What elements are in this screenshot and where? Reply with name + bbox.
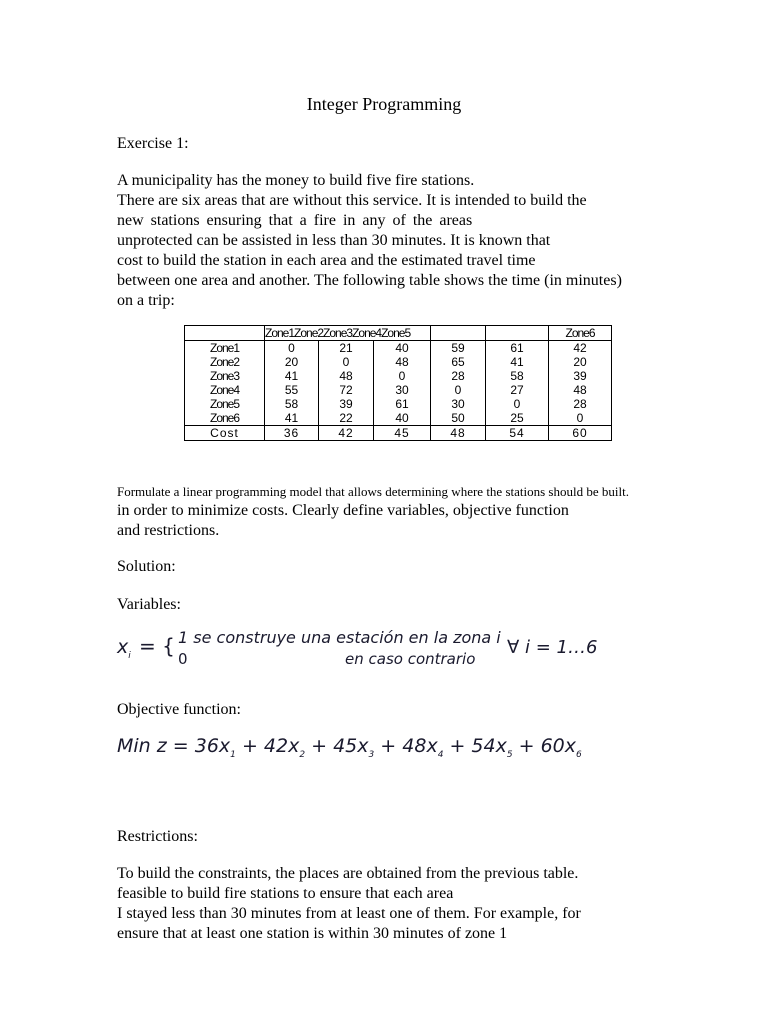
intro-line: between one area and another. The following table shows the time (in minutes) <box>117 272 622 289</box>
formulate-small-line: Formulate a linear programming model that allows determining where the stations should be built. <box>117 484 629 499</box>
table-cell: 40 <box>374 411 431 426</box>
table-cost-row <box>185 426 612 441</box>
table-cell: 65 <box>431 355 486 369</box>
table-cell: 40 <box>374 341 431 356</box>
table-header-empty <box>486 326 549 341</box>
objective-prefix: Min z = <box>117 735 195 757</box>
table-row <box>185 355 612 369</box>
table-cell: 59 <box>431 341 486 356</box>
formula-lhs: $x_i$ <box>117 636 131 661</box>
table-cell: 48 <box>374 355 431 369</box>
intro-line: new stations ensuring that a fire in any of the areas <box>117 212 473 229</box>
table-cell: 42 <box>549 341 612 356</box>
formulate-paragraph <box>117 501 569 541</box>
table-corner-cell <box>185 326 265 341</box>
row-label: Zone6 <box>185 411 265 426</box>
table-cell: 61 <box>486 341 549 356</box>
table-cell: 21 <box>319 341 374 356</box>
table-header-empty <box>431 326 486 341</box>
row-label: Cost <box>185 426 265 441</box>
intro-line: A municipality has the money to build five fire stations. <box>117 172 475 189</box>
formula-case-one: 1 se construye una estación en la zona i <box>178 628 501 647</box>
restriction-line: I stayed less than 30 minutes from at least one of them. For example, for <box>117 905 581 922</box>
restriction-line: ensure that at least one station is within 30 minutes of zone 1 <box>117 925 508 942</box>
table-cell: 39 <box>319 397 374 411</box>
objective-formula: Min $z = 36x_1 + 42x_2 + 45x_3 + 48x_4 + 54x_5 + 60x_6$ <box>117 735 582 760</box>
row-label: Zone3 <box>185 369 265 383</box>
table-cell: 0 <box>374 369 431 383</box>
table-header-zones: Zone1Zone2Zone3Zone4Zone5 <box>265 326 431 341</box>
table-cell: 58 <box>265 397 319 411</box>
table-cell: 45 <box>374 426 431 441</box>
table-cell: 36 <box>265 426 319 441</box>
table-cell: 25 <box>486 411 549 426</box>
table-cell: 20 <box>265 355 319 369</box>
formula-case-zero: 0 <box>178 650 188 668</box>
table-cell: 42 <box>319 426 374 441</box>
formula-equals-brace: = { <box>139 634 175 658</box>
objective-term: $36x_1$ <box>194 735 236 760</box>
row-label: Zone4 <box>185 383 265 397</box>
table-cell: 39 <box>549 369 612 383</box>
table-cell: 0 <box>265 341 319 356</box>
variables-formula <box>117 628 617 672</box>
restrictions-paragraph <box>117 864 581 944</box>
table-header-zone6: Zone6 <box>549 326 612 341</box>
table-row <box>185 397 612 411</box>
table-cell: 0 <box>319 355 374 369</box>
table-cell: 30 <box>431 397 486 411</box>
objective-term: $48x_4$ <box>402 735 444 760</box>
formulate-line: in order to minimize costs. Clearly define variables, objective function <box>117 502 569 519</box>
intro-line: unprotected can be assisted in less than 30 minutes. It is known that <box>117 232 551 249</box>
table-cell: 41 <box>265 369 319 383</box>
intro-paragraph <box>117 171 622 311</box>
table-cell: 0 <box>431 383 486 397</box>
table-cell: 27 <box>486 383 549 397</box>
table-cell: 48 <box>431 426 486 441</box>
table-cell: 54 <box>486 426 549 441</box>
restrictions-heading: Restrictions: <box>117 828 198 845</box>
table-cell: 22 <box>319 411 374 426</box>
row-label: Zone2 <box>185 355 265 369</box>
table-row <box>185 411 612 426</box>
table-cell: 60 <box>549 426 612 441</box>
table-row <box>185 383 612 397</box>
exercise-heading: Exercise 1: <box>117 135 189 152</box>
formulate-line: and restrictions. <box>117 522 220 539</box>
objective-term: $54x_5$ <box>471 735 513 760</box>
table-cell: 30 <box>374 383 431 397</box>
restriction-line: To build the constraints, the places are obtained from the previous table. <box>117 865 579 882</box>
restriction-line: feasible to build fire stations to ensure that each area <box>117 885 454 902</box>
table-cell: 41 <box>486 355 549 369</box>
table-cell: 58 <box>486 369 549 383</box>
table-cell: 28 <box>549 397 612 411</box>
variables-heading: Variables: <box>117 596 181 613</box>
row-label: Zone5 <box>185 397 265 411</box>
row-label: Zone1 <box>185 341 265 356</box>
table-cell: 20 <box>549 355 612 369</box>
table-cell: 61 <box>374 397 431 411</box>
table-cell: 0 <box>486 397 549 411</box>
table-cell: 72 <box>319 383 374 397</box>
formula-case-zero-text: en caso contrario <box>345 650 476 668</box>
table-row <box>185 341 612 356</box>
intro-line: cost to build the station in each area and the estimated travel time <box>117 252 536 269</box>
table-row <box>185 369 612 383</box>
objective-heading: Objective function: <box>117 701 241 718</box>
solution-heading: Solution: <box>117 558 176 575</box>
objective-term: $45x_3$ <box>333 735 375 760</box>
table-cell: 50 <box>431 411 486 426</box>
table-cell: 28 <box>431 369 486 383</box>
objective-term: $60x_6$ <box>540 735 582 760</box>
intro-line: There are six areas that are without this service. It is intended to build the <box>117 192 587 209</box>
table-cell: 41 <box>265 411 319 426</box>
table-cell: 48 <box>319 369 374 383</box>
table-cell: 0 <box>549 411 612 426</box>
table-cell: 48 <box>549 383 612 397</box>
objective-term: $42x_2$ <box>263 735 306 760</box>
table-cell: 55 <box>265 383 319 397</box>
page-title: Integer Programming <box>306 94 462 114</box>
travel-time-table <box>184 325 612 441</box>
table-header-row <box>185 326 612 341</box>
intro-line: on a trip: <box>117 292 175 309</box>
formula-range: ∀ i = 1…6 <box>507 637 598 658</box>
